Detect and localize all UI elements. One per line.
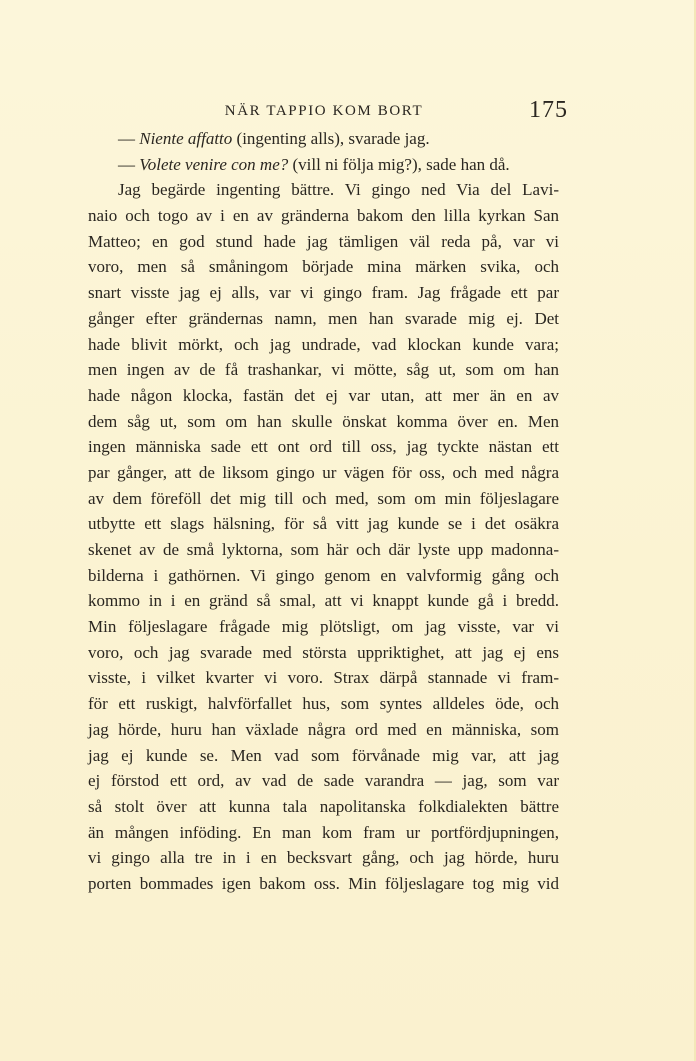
text-line: — Volete venire con me? (vill ni följa mig?), sade han då. (118, 154, 510, 174)
text-line: av dem föreföll det mig till och med, som om min följeslagare (88, 488, 559, 508)
text-line: visste, i vilket kvarter vi voro. Strax därpå stannade vi fram- (88, 668, 559, 688)
text-line: porten bommades igen bakom oss. Min följeslagare tog mig vid (88, 873, 559, 893)
text-line: Jag begärde ingenting bättre. Vi gingo ned Via del Lavi- (118, 180, 559, 200)
text-line: vi gingo alla tre in i en becksvart gång, och jag hörde, huru (88, 848, 559, 868)
text-line: hade någon klocka, fastän det ej var utan, att mer än en av (88, 385, 559, 405)
text-line: par gånger, att de liksom gingo ur vägen för oss, och med några (88, 462, 559, 482)
text-line: snart visste jag ej alls, var vi gingo fram. Jag frågade ett par (88, 283, 559, 303)
text-line: kommo in i en gränd så smal, att vi knappt kunde gå i bredd. (88, 591, 559, 611)
text-line: men ingen av de få trashankar, vi mötte, såg ut, som om han (88, 360, 559, 380)
text-line: voro, och jag svarade med största uppriktighet, att jag ej ens (88, 642, 559, 662)
text-line: gånger efter grändernas namn, men han svarade mig ej. Det (88, 308, 559, 328)
page-number: 175 (529, 97, 568, 123)
text-line: Matteo; en god stund hade jag tämligen väl reda på, var vi (88, 231, 559, 251)
text-line: dem såg ut, som om han skulle önskat komma över en. Men (88, 411, 559, 431)
text-line: jag hörde, huru han växlade några ord med en människa, som (88, 719, 559, 739)
text-line: så stolt över att kunna tala napolitanska folkdialekten bättre (88, 796, 559, 816)
body-text (88, 126, 559, 897)
running-head (88, 97, 568, 129)
italic-phrase: Niente affatto (139, 129, 233, 148)
text-line: naio och togo av i en av gränderna bakom den lilla kyrkan San (88, 206, 559, 226)
text-line: voro, men så småningom började mina märken svika, och (88, 257, 559, 277)
italic-phrase: Volete venire con me? (139, 154, 289, 174)
text-line: utbytte ett slags hälsning, för så vitt jag kunde se i det osäkra (88, 514, 559, 534)
text-line: ingen människa sade ett ont ord till oss, jag tyckte nästan ett (88, 437, 559, 457)
text-line: skenet av de små lyktorna, som här och där lyste upp madonna- (88, 540, 559, 559)
text-line: Min följeslagare frågade mig plötsligt, om jag visste, var vi (88, 617, 559, 637)
text-line: hade blivit mörkt, och jag undrade, vad klockan kunde vara; (88, 334, 559, 354)
text-line: bilderna i gathörnen. Vi gingo genom en valvformig gång och (88, 565, 559, 585)
chapter-title: NÄR TAPPIO KOM BORT (224, 103, 424, 119)
text-line: — Niente affatto (ingenting alls), svarade jag. (118, 129, 430, 148)
text-line: ej förstod ett ord, av vad de sade varandra — jag, som var (88, 771, 559, 791)
text-line: för ett ruskigt, halvförfallet hus, som syntes alldeles öde, och (88, 694, 559, 714)
text-line: än mången inföding. En man kom fram ur portfördjupningen, (88, 822, 559, 842)
text-line: jag ej kunde se. Men vad som förvånade mig var, att jag (88, 745, 559, 765)
